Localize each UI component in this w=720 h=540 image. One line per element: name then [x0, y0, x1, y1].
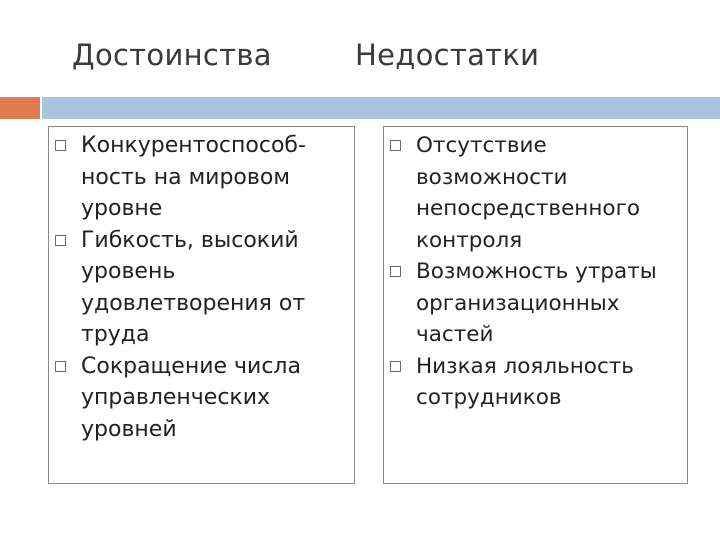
- disadvantage-line: сотрудников: [416, 385, 562, 410]
- advantage-item: [49, 225, 354, 351]
- square-bullet-icon: [55, 140, 66, 151]
- advantage-line: удовлетворения от: [81, 290, 306, 316]
- advantage-item: [49, 351, 354, 446]
- square-bullet-icon: [55, 361, 66, 372]
- disadvantage-item: [384, 351, 687, 414]
- square-bullet-icon: [390, 140, 401, 151]
- disadvantages-panel: [383, 126, 688, 484]
- advantage-line: уровней: [81, 416, 177, 442]
- advantage-line: уровень: [81, 259, 176, 284]
- advantages-list: [49, 130, 354, 445]
- square-bullet-icon: [55, 235, 66, 246]
- disadvantage-item: [384, 256, 687, 351]
- advantage-line: труда: [81, 322, 150, 347]
- advantage-line: Гибкость, высокий: [81, 227, 299, 253]
- disadvantages-list: [384, 130, 687, 414]
- advantage-line: ность на мировом: [81, 164, 290, 190]
- accent-square: [0, 97, 40, 119]
- disadvantage-line: непосредственного: [416, 196, 641, 221]
- advantage-line: Сокращение числа: [81, 353, 301, 379]
- advantage-item: [49, 130, 354, 225]
- advantages-panel: [48, 126, 355, 484]
- advantage-line: уровне: [81, 196, 163, 221]
- disadvantage-line: Возможность утраты: [416, 259, 657, 284]
- advantage-line: Конкурентоспособ-: [81, 133, 306, 158]
- square-bullet-icon: [390, 266, 401, 277]
- accent-bar: [42, 97, 720, 119]
- disadvantage-line: организационных: [416, 290, 620, 316]
- disadvantage-item: [384, 130, 687, 256]
- disadvantage-line: контроля: [416, 227, 523, 253]
- advantages-heading: Достоинства: [72, 38, 272, 72]
- square-bullet-icon: [390, 361, 401, 372]
- disadvantages-heading: Недостатки: [355, 38, 540, 72]
- disadvantage-line: частей: [416, 322, 494, 347]
- disadvantage-line: Отсутствие: [416, 133, 547, 158]
- advantage-line: управленческих: [81, 385, 271, 410]
- disadvantage-line: Низкая лояльность: [416, 353, 634, 379]
- disadvantage-line: возможности: [416, 164, 568, 190]
